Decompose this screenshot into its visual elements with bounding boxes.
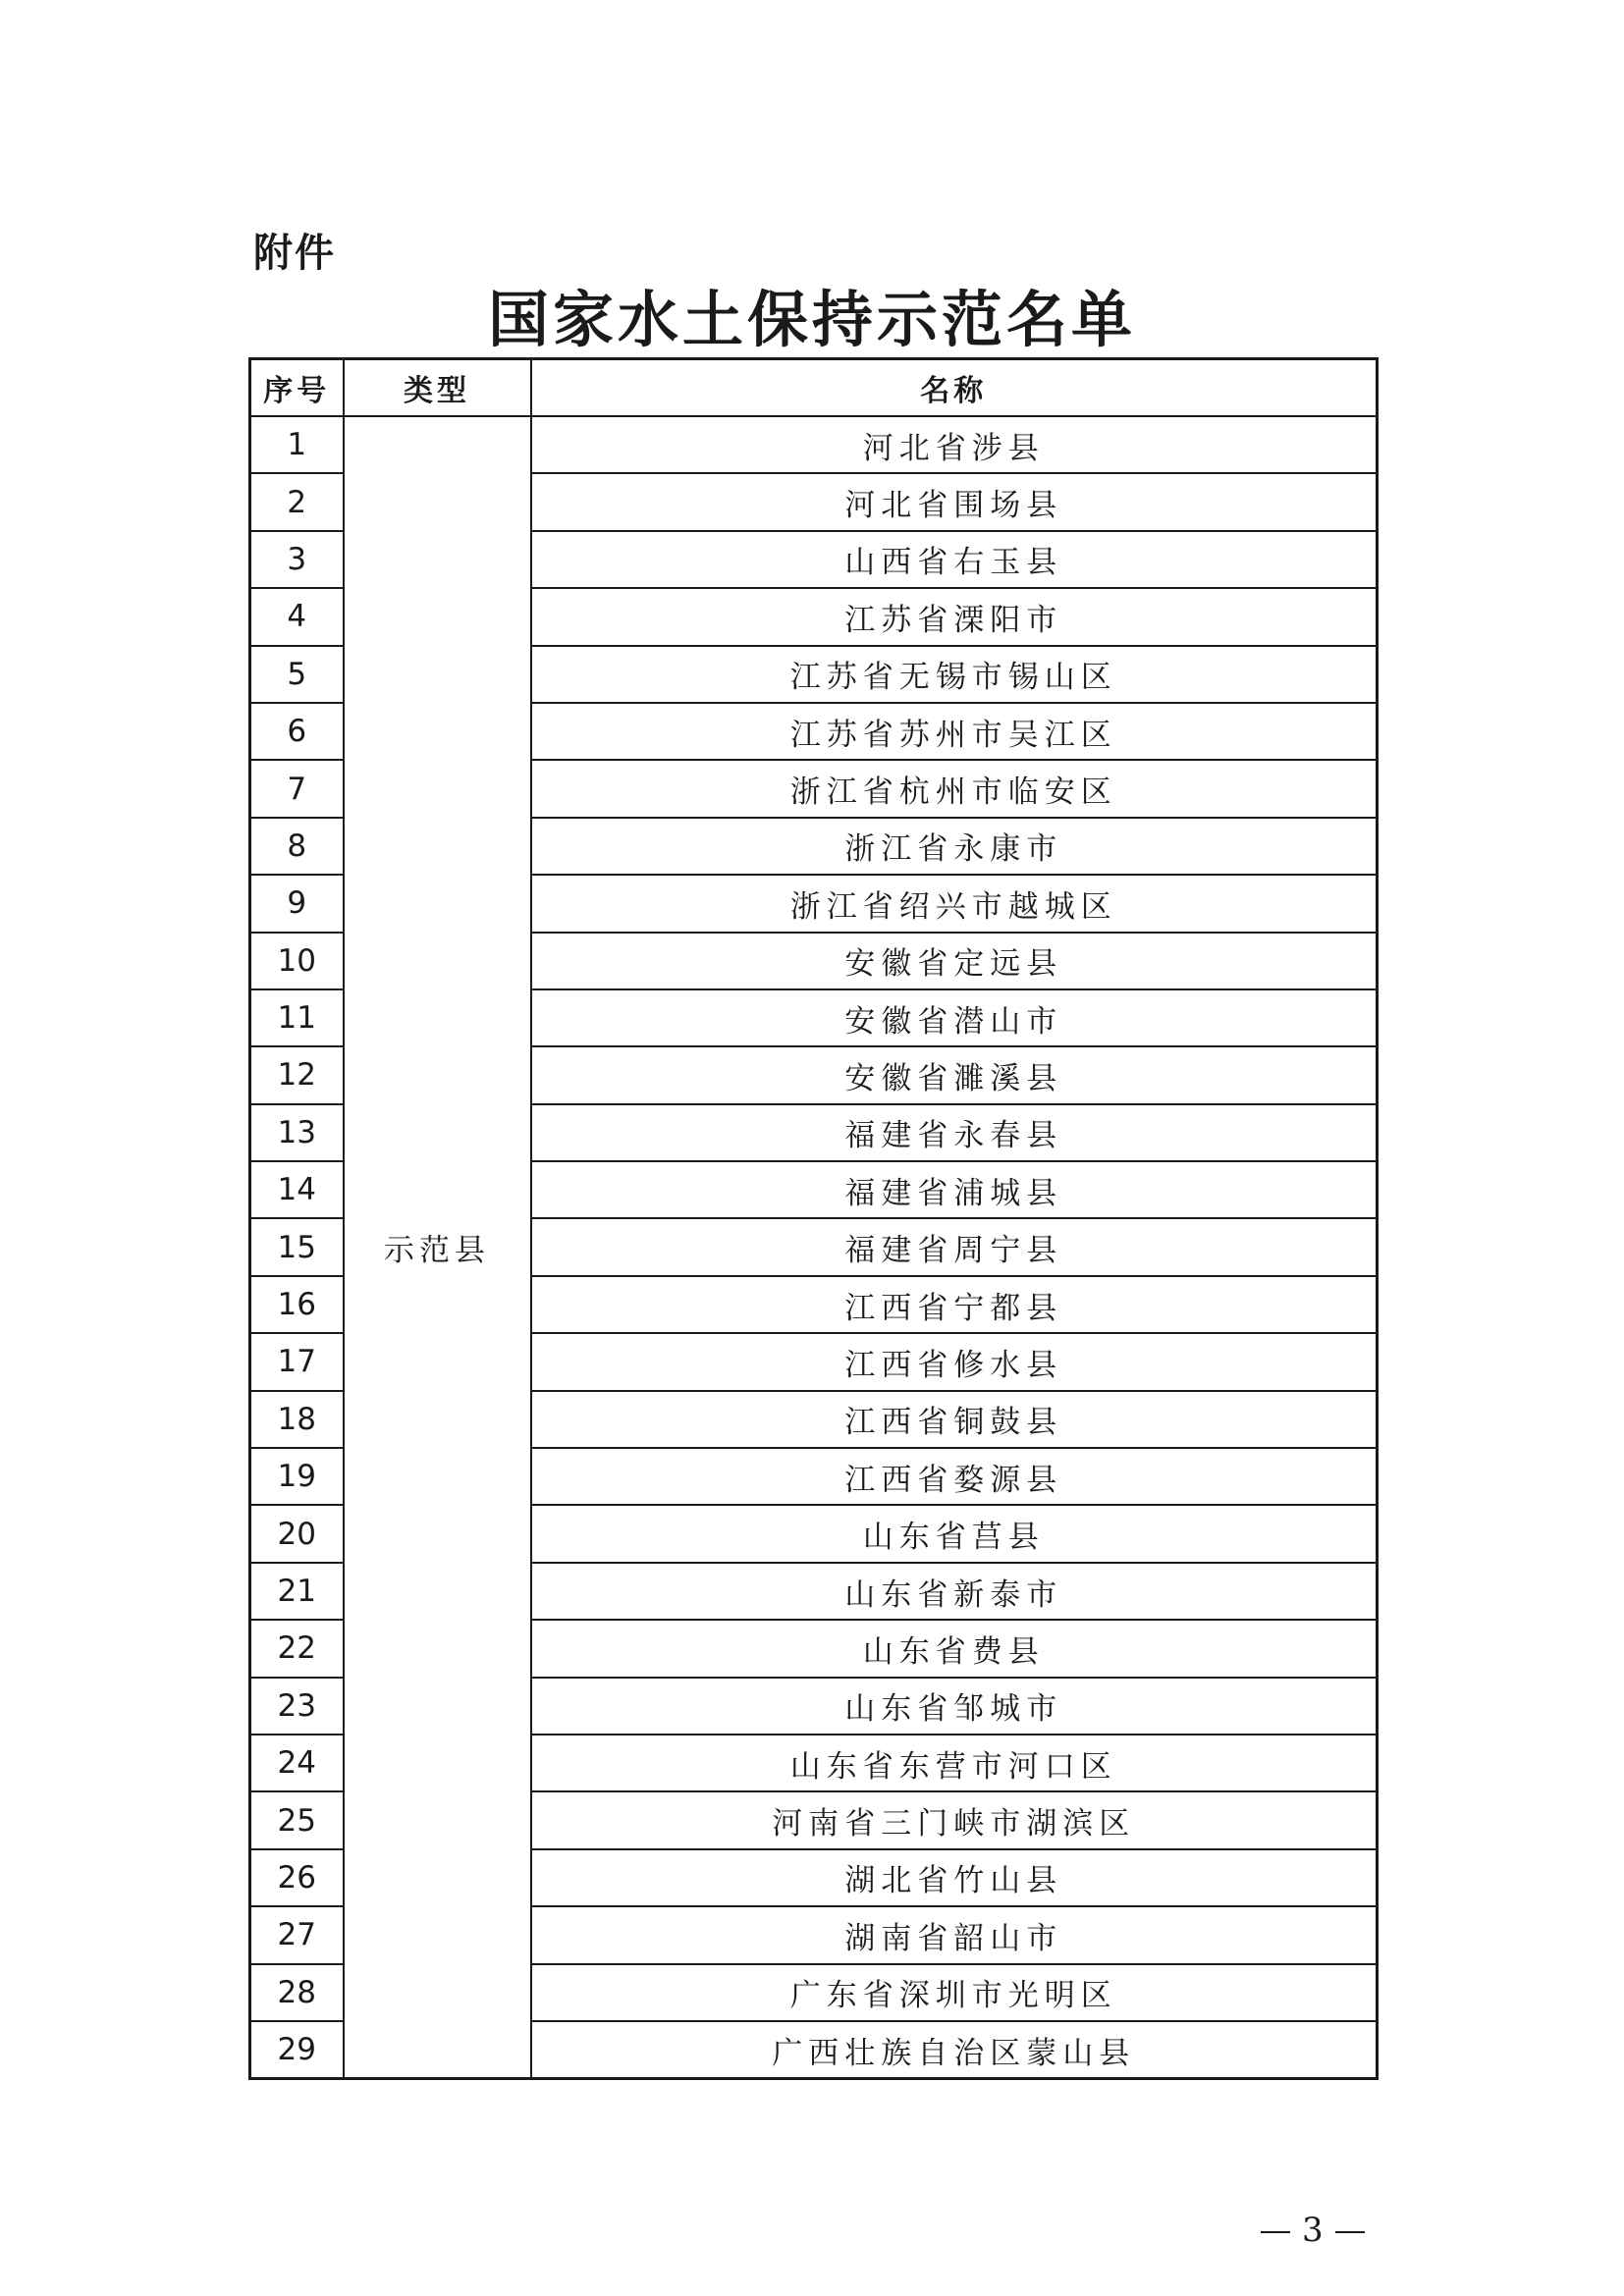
row-seq: 8	[250, 818, 344, 875]
row-seq: 10	[250, 933, 344, 989]
row-name: 河南省三门峡市湖滨区	[531, 1791, 1378, 1848]
row-name: 湖南省韶山市	[531, 1906, 1378, 1963]
header-seq: 序号	[250, 359, 344, 417]
row-name: 山东省东营市河口区	[531, 1735, 1378, 1791]
row-seq: 26	[250, 1849, 344, 1906]
demonstration-list-table	[248, 357, 1379, 2080]
table-row	[250, 416, 1378, 473]
row-name: 山东省莒县	[531, 1505, 1378, 1562]
dash-left	[1261, 2231, 1290, 2233]
header-category: 类型	[344, 359, 531, 417]
row-seq: 18	[250, 1391, 344, 1448]
row-seq: 20	[250, 1505, 344, 1562]
row-name: 河北省围场县	[531, 473, 1378, 530]
row-name: 福建省永春县	[531, 1104, 1378, 1161]
row-name: 浙江省永康市	[531, 818, 1378, 875]
row-seq: 5	[250, 646, 344, 703]
table-body	[250, 416, 1378, 2079]
row-name: 江西省婺源县	[531, 1448, 1378, 1505]
row-name: 江西省铜鼓县	[531, 1391, 1378, 1448]
header-name: 名称	[531, 359, 1378, 417]
row-seq: 9	[250, 875, 344, 932]
row-seq: 19	[250, 1448, 344, 1505]
attachment-label: 附件	[253, 231, 336, 276]
row-name: 浙江省绍兴市越城区	[531, 875, 1378, 932]
row-name: 江苏省苏州市吴江区	[531, 703, 1378, 760]
dash-right	[1335, 2231, 1365, 2233]
row-seq: 22	[250, 1620, 344, 1677]
row-name: 安徽省潜山市	[531, 989, 1378, 1046]
page-number-value: 3	[1302, 2211, 1324, 2250]
row-seq: 27	[250, 1906, 344, 1963]
row-seq: 16	[250, 1276, 344, 1333]
row-name: 湖北省竹山县	[531, 1849, 1378, 1906]
row-name: 江西省修水县	[531, 1333, 1378, 1390]
row-seq: 6	[250, 703, 344, 760]
row-seq: 25	[250, 1791, 344, 1848]
row-name: 福建省周宁县	[531, 1218, 1378, 1275]
row-name: 浙江省杭州市临安区	[531, 760, 1378, 817]
row-name: 江苏省溧阳市	[531, 588, 1378, 645]
row-name: 安徽省濉溪县	[531, 1046, 1378, 1103]
row-seq: 29	[250, 2021, 344, 2079]
row-name: 广西壮族自治区蒙山县	[531, 2021, 1378, 2079]
row-name: 山东省邹城市	[531, 1678, 1378, 1735]
row-name: 江西省宁都县	[531, 1276, 1378, 1333]
row-seq: 1	[250, 416, 344, 473]
row-name: 安徽省定远县	[531, 933, 1378, 989]
row-seq: 14	[250, 1161, 344, 1218]
row-seq: 24	[250, 1735, 344, 1791]
row-seq: 7	[250, 760, 344, 817]
row-seq: 17	[250, 1333, 344, 1390]
row-name: 河北省涉县	[531, 416, 1378, 473]
row-name: 广东省深圳市光明区	[531, 1964, 1378, 2021]
row-seq: 23	[250, 1678, 344, 1735]
row-name: 山东省费县	[531, 1620, 1378, 1677]
row-seq: 4	[250, 588, 344, 645]
page-title: 国家水土保持示范名单	[487, 284, 1136, 355]
row-seq: 28	[250, 1964, 344, 2021]
row-seq: 15	[250, 1218, 344, 1275]
row-category: 示范县	[344, 416, 531, 2079]
row-seq: 13	[250, 1104, 344, 1161]
row-seq: 21	[250, 1563, 344, 1620]
table-header-row	[250, 359, 1378, 417]
row-seq: 3	[250, 531, 344, 588]
page-number	[1249, 2211, 1377, 2250]
row-seq: 2	[250, 473, 344, 530]
row-name: 山西省右玉县	[531, 531, 1378, 588]
row-name: 山东省新泰市	[531, 1563, 1378, 1620]
row-name: 福建省浦城县	[531, 1161, 1378, 1218]
row-name: 江苏省无锡市锡山区	[531, 646, 1378, 703]
row-seq: 11	[250, 989, 344, 1046]
row-seq: 12	[250, 1046, 344, 1103]
